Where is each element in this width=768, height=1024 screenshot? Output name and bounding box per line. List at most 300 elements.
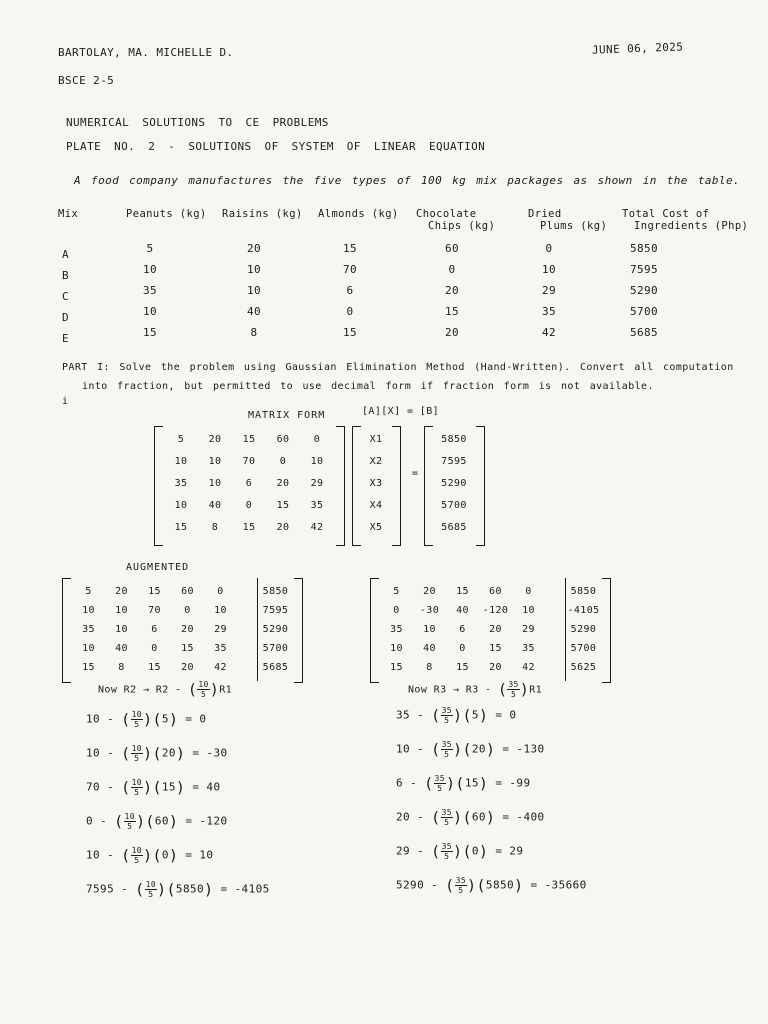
calc-right-fraction-den: 5 xyxy=(458,886,464,895)
row-op-2: Now R3 → R3 - ( $\frac{35}{5}$ )R1 xyxy=(408,680,543,699)
calc-left-paren-open: ( xyxy=(114,812,124,831)
calc-right-line xyxy=(396,842,523,861)
student-name: BARTOLAY, MA. MICHELLE D. xyxy=(58,46,234,59)
calc-left-fraction xyxy=(131,710,143,729)
calc-left-paren-close: ) xyxy=(143,846,153,865)
calc-left-paren-close: ) xyxy=(143,744,153,763)
calc-right-paren-close: ) xyxy=(485,808,496,827)
row-op-2-suffix: R1 xyxy=(529,684,543,696)
table-cell: 15 xyxy=(444,305,460,318)
aug2-left-bracket xyxy=(370,578,379,683)
matrix-b-cell: 5850 xyxy=(441,434,467,445)
aug1-cell: 5290 xyxy=(262,624,289,635)
table-cell: 0 xyxy=(545,242,553,255)
calc-right-fraction-den: 5 xyxy=(444,818,450,827)
calc-left-multiplier: 15 xyxy=(161,780,176,794)
row-op-2-den: 5 xyxy=(510,690,517,699)
table-cell: 5700 xyxy=(629,305,659,318)
matrix-a-cell: 10 xyxy=(208,478,222,489)
table-header-5-line-0: Dried xyxy=(528,208,562,220)
calc-right-fraction-num: 35 xyxy=(441,740,452,749)
aug1-cell: 10 xyxy=(115,605,128,616)
calc-left-fraction-num: 10 xyxy=(124,812,135,821)
matrix-form-label: MATRIX FORM xyxy=(248,410,326,421)
calc-left-paren-open: ( xyxy=(166,880,176,899)
row-op-1: Now R2 → R2 - ( $\frac{10}{5}$ )R1 xyxy=(98,680,233,699)
calc-left-fraction xyxy=(145,880,157,899)
table-cell: 10 xyxy=(142,263,158,276)
calc-left-multiplier: 60 xyxy=(154,814,169,828)
aug1-cell: 15 xyxy=(148,662,161,673)
calc-right-minuend: 29 - xyxy=(396,844,432,858)
row-op-1-num: 10 xyxy=(198,680,209,689)
table-header-1-line-0: Peanuts (kg) xyxy=(126,208,207,220)
matrix-equals-sign: = xyxy=(412,468,419,479)
calc-left-paren-close: ) xyxy=(135,812,146,831)
calc-right-paren-open: ( xyxy=(462,808,472,827)
calc-right-paren-close: ) xyxy=(478,842,489,861)
table-cell: 35 xyxy=(541,305,557,318)
matrix-a-cell: 10 xyxy=(174,500,188,511)
matrix-x-left-bracket xyxy=(352,426,361,546)
calc-left-paren-close: ) xyxy=(168,812,179,831)
calc-left-multiplier: 5 xyxy=(161,712,169,726)
calc-right-fraction xyxy=(441,808,453,827)
calc-left-minuend: 70 - xyxy=(86,780,122,794)
calc-left-paren-open: ( xyxy=(152,710,162,729)
table-cell: 10 xyxy=(541,263,557,276)
calc-right-paren-open: ( xyxy=(462,842,472,861)
matrix-b-cell: 5685 xyxy=(441,522,467,533)
calc-left-line xyxy=(86,880,270,899)
aug1-cell: 5685 xyxy=(262,662,289,673)
aug1-cell: 0 xyxy=(217,586,224,597)
calc-right-fraction-num: 35 xyxy=(441,808,452,817)
aug1-cell: 15 xyxy=(82,662,95,673)
calc-right-fraction-den: 5 xyxy=(444,716,450,725)
table-header-4-line-1: Chips (kg) xyxy=(428,220,496,232)
calc-left-fraction-num: 10 xyxy=(131,778,142,787)
calc-left-result: = -30 xyxy=(185,746,228,760)
table-cell: A xyxy=(62,248,70,261)
matrix-x-cell: X5 xyxy=(369,522,383,533)
calc-right-fraction-num: 35 xyxy=(455,876,467,885)
calc-left-paren-open: ( xyxy=(152,778,162,797)
calc-left-fraction-den: 5 xyxy=(134,856,140,865)
aug2-cell: 8 xyxy=(426,662,433,673)
matrix-a-cell: 0 xyxy=(245,500,253,511)
calc-left-line xyxy=(86,744,228,763)
aug2-cell: 40 xyxy=(456,605,469,616)
calc-right-fraction xyxy=(441,842,453,861)
calc-left-paren-close: ) xyxy=(168,846,179,865)
matrix-a-cell: 15 xyxy=(174,522,188,533)
calc-right-paren-open: ( xyxy=(431,808,441,827)
calc-right-minuend: 6 - xyxy=(396,776,425,790)
calc-right-line xyxy=(396,876,587,895)
table-header-5-line-1: Plums (kg) xyxy=(540,220,608,232)
calc-left-paren-open: ( xyxy=(135,880,145,899)
calc-right-paren-close: ) xyxy=(467,876,477,895)
date: JUNE 06, 2025 xyxy=(591,40,684,57)
table-cell: 20 xyxy=(444,284,460,297)
aug2-cell: 20 xyxy=(423,586,436,597)
aug2-right-bracket xyxy=(602,578,611,683)
calc-left-fraction xyxy=(131,744,143,763)
matrix-a-cell: 40 xyxy=(208,500,222,511)
aug1-cell: 20 xyxy=(115,586,128,597)
calc-left-paren-close: ) xyxy=(143,710,153,729)
calc-right-multiplier: 0 xyxy=(471,844,479,858)
aug1-cell: 0 xyxy=(151,643,158,654)
aug1-cell: 10 xyxy=(115,624,128,635)
aug1-right-bracket xyxy=(294,578,303,683)
calc-left-fraction-den: 5 xyxy=(127,822,133,831)
aug1-cell: 42 xyxy=(214,662,227,673)
calc-right-paren-open: ( xyxy=(462,740,472,759)
aug1-cell: 70 xyxy=(148,605,161,616)
table-cell: 5685 xyxy=(629,326,659,339)
aug1-cell: 20 xyxy=(181,624,194,635)
calc-right-fraction-den: 5 xyxy=(444,750,450,759)
table-cell: E xyxy=(62,332,70,345)
matrix-a-cell: 70 xyxy=(242,456,256,467)
table-cell: 5290 xyxy=(629,284,659,297)
row-op-2-num: 35 xyxy=(508,680,519,689)
table-header-2-line-0: Raisins (kg) xyxy=(222,208,303,220)
aug2-cell: 20 xyxy=(489,662,502,673)
matrix-a-cell: 10 xyxy=(310,456,324,467)
table-cell: 7595 xyxy=(629,263,659,276)
calc-right-line xyxy=(396,740,545,759)
table-cell: C xyxy=(62,290,70,303)
calc-right-result: = 29 xyxy=(488,844,524,858)
calc-left-minuend: 10 - xyxy=(86,712,122,726)
matrix-a-cell: 35 xyxy=(310,500,324,511)
calc-right-minuend: 35 - xyxy=(396,708,432,722)
calc-right-fraction xyxy=(441,706,453,725)
aug1-cell: 60 xyxy=(181,586,194,597)
aug1-cell: 10 xyxy=(214,605,227,616)
calc-left-result: = -4105 xyxy=(213,882,270,896)
aug2-cell: 40 xyxy=(423,643,436,654)
aug1-cell: 35 xyxy=(214,643,227,654)
table-header-6-line-1: Ingredients (Php) xyxy=(634,220,749,232)
aug1-cell: 15 xyxy=(148,586,161,597)
calc-left-result: = 10 xyxy=(178,848,214,862)
matrix-x-cell: X3 xyxy=(369,478,383,489)
calc-right-paren-close: ) xyxy=(485,740,496,759)
aug2-cell: 29 xyxy=(522,624,535,635)
student-section: BSCE 2-5 xyxy=(58,74,115,87)
calc-right-multiplier: 60 xyxy=(471,810,486,824)
course-title: NUMERICAL SOLUTIONS TO CE PROBLEMS xyxy=(66,116,329,129)
calc-left-paren-close: ) xyxy=(143,778,153,797)
aug2-cell: 6 xyxy=(459,624,466,635)
plate-title: PLATE NO. 2 - SOLUTIONS OF SYSTEM OF LINEAR EQUATION xyxy=(66,140,486,153)
matrix-equation: [A][X] = [B] xyxy=(362,406,440,417)
table-cell: 40 xyxy=(246,305,262,318)
calc-left-result: = -120 xyxy=(178,814,228,828)
aug1-divider xyxy=(257,578,258,681)
problem-statement: A food company manufactures the five types of 100 kg mix packages as shown in the table. xyxy=(74,174,740,187)
calc-left-fraction xyxy=(124,812,136,831)
aug2-cell: 0 xyxy=(525,586,532,597)
aug2-cell: 5700 xyxy=(570,643,597,654)
row-op-2-prefix: Now R3 → R3 - xyxy=(408,684,498,696)
calc-left-minuend: 10 - xyxy=(86,746,122,760)
calc-right-fraction-num: 35 xyxy=(441,706,452,715)
matrix-a-cell: 20 xyxy=(276,522,290,533)
calc-left-fraction xyxy=(131,846,143,865)
calc-right-paren-open: ( xyxy=(455,774,465,793)
matrix-a-cell: 60 xyxy=(276,434,290,445)
matrix-a-cell: 15 xyxy=(276,500,290,511)
matrix-a-cell: 10 xyxy=(208,456,222,467)
aug2-cell: 60 xyxy=(489,586,502,597)
matrix-a-cell: 0 xyxy=(313,434,321,445)
table-cell: 42 xyxy=(541,326,557,339)
calc-right-fraction-num: 35 xyxy=(434,774,445,783)
calc-right-multiplier: 5850 xyxy=(485,878,515,892)
aug2-cell: 5625 xyxy=(570,662,597,673)
aug2-cell: 15 xyxy=(456,662,469,673)
table-header-0-line-0: Mix xyxy=(58,208,79,220)
aug2-cell: 15 xyxy=(489,643,502,654)
matrix-b-cell: 5290 xyxy=(441,478,467,489)
table-cell: 8 xyxy=(250,326,258,339)
aug1-cell: 40 xyxy=(115,643,128,654)
calc-right-result: = -400 xyxy=(495,810,545,824)
calc-left-result: = 0 xyxy=(178,712,207,726)
calc-right-paren-open: ( xyxy=(445,876,455,895)
calc-right-paren-open: ( xyxy=(431,842,441,861)
aug1-cell: 20 xyxy=(181,662,194,673)
calc-left-fraction-num: 10 xyxy=(131,846,142,855)
calc-left-line xyxy=(86,812,228,831)
matrix-a-right-bracket xyxy=(336,426,345,546)
table-cell: 10 xyxy=(246,284,262,297)
calc-right-paren-open: ( xyxy=(431,740,441,759)
row-op-1-suffix: R1 xyxy=(219,684,233,696)
aug2-cell: 0 xyxy=(393,605,400,616)
calc-right-paren-close: ) xyxy=(478,774,489,793)
matrix-x-cell: X4 xyxy=(369,500,383,511)
aug2-cell: -30 xyxy=(419,605,440,616)
calc-left-paren-open: ( xyxy=(121,710,131,729)
table-cell: B xyxy=(62,269,70,282)
calc-right-line xyxy=(396,774,530,793)
calc-right-result: = 0 xyxy=(488,708,517,722)
calc-left-paren-close: ) xyxy=(175,744,186,763)
part1-marker: i xyxy=(62,396,69,407)
aug2-cell: 35 xyxy=(390,624,403,635)
aug2-cell: 10 xyxy=(423,624,436,635)
calc-right-paren-close: ) xyxy=(453,740,463,759)
aug2-cell: 5 xyxy=(393,586,400,597)
calc-right-multiplier: 20 xyxy=(471,742,486,756)
augmented-label: AUGMENTED xyxy=(126,562,190,573)
table-header-6-line-0: Total Cost of xyxy=(622,208,710,220)
calc-right-result: = -99 xyxy=(488,776,531,790)
calc-right-minuend: 20 - xyxy=(396,810,432,824)
calc-right-multiplier: 5 xyxy=(471,708,479,722)
calc-right-paren-close: ) xyxy=(453,706,463,725)
aug1-cell: 10 xyxy=(82,605,95,616)
table-cell: 15 xyxy=(142,326,158,339)
part1-instruction-line1: PART I: Solve the problem using Gaussian Elimination Method (Hand-Written). Convert all computation xyxy=(62,362,734,373)
aug1-cell: 5700 xyxy=(262,643,289,654)
calc-right-paren-close: ) xyxy=(445,774,456,793)
calc-left-line xyxy=(86,846,213,865)
matrix-a-cell: 20 xyxy=(276,478,290,489)
matrix-a-cell: 35 xyxy=(174,478,188,489)
matrix-x-cell: X1 xyxy=(369,434,383,445)
calc-right-paren-open: ( xyxy=(431,706,441,725)
table-cell: 10 xyxy=(246,263,262,276)
calc-right-paren-close: ) xyxy=(478,706,489,725)
calc-right-result: = -130 xyxy=(495,742,545,756)
calc-left-multiplier: 20 xyxy=(161,746,176,760)
matrix-a-cell: 20 xyxy=(208,434,222,445)
calc-right-fraction xyxy=(455,876,467,895)
calc-left-paren-open: ( xyxy=(152,846,162,865)
calc-right-minuend: 5290 - xyxy=(396,878,446,892)
calc-left-multiplier: 0 xyxy=(161,848,169,862)
table-cell: 20 xyxy=(444,326,460,339)
aug2-cell: 10 xyxy=(390,643,403,654)
calc-left-result: = 40 xyxy=(185,780,221,794)
calc-right-line xyxy=(396,808,545,827)
aug2-cell: 20 xyxy=(489,624,502,635)
aug2-cell: 15 xyxy=(390,662,403,673)
matrix-a-cell: 5 xyxy=(177,434,185,445)
calc-left-fraction-den: 5 xyxy=(134,788,140,797)
calc-left-line xyxy=(86,778,220,797)
calc-left-minuend: 10 - xyxy=(86,848,122,862)
matrix-b-cell: 7595 xyxy=(441,456,467,467)
table-cell: 0 xyxy=(346,305,354,318)
calc-left-fraction-num: 10 xyxy=(131,744,142,753)
aug2-cell: -4105 xyxy=(567,605,600,616)
table-cell: 5850 xyxy=(629,242,659,255)
calc-left-paren-open: ( xyxy=(121,846,131,865)
calc-left-fraction-den: 5 xyxy=(148,890,154,899)
matrix-a-cell: 0 xyxy=(279,456,287,467)
aug2-cell: 10 xyxy=(522,605,535,616)
matrix-b-cell: 5700 xyxy=(441,500,467,511)
table-header-4-line-0: Chocolate xyxy=(416,208,477,220)
table-cell: 10 xyxy=(142,305,158,318)
calc-right-fraction xyxy=(434,774,446,793)
matrix-x-right-bracket xyxy=(392,426,401,546)
aug2-cell: 42 xyxy=(522,662,535,673)
calc-left-paren-close: ) xyxy=(157,880,167,899)
calc-left-fraction-num: 10 xyxy=(145,880,157,889)
matrix-x-cell: X2 xyxy=(369,456,383,467)
aug1-cell: 5 xyxy=(85,586,92,597)
calc-right-result: = -35660 xyxy=(523,878,587,892)
aug2-cell: 15 xyxy=(456,586,469,597)
table-header-3-line-0: Almonds (kg) xyxy=(318,208,399,220)
aug1-cell: 6 xyxy=(151,624,158,635)
aug1-cell: 35 xyxy=(82,624,95,635)
table-cell: 15 xyxy=(342,242,358,255)
calc-left-paren-close: ) xyxy=(204,880,214,899)
row-op-1-prefix: Now R2 → R2 - xyxy=(98,684,188,696)
calc-right-fraction-den: 5 xyxy=(437,784,443,793)
calc-right-minuend: 10 - xyxy=(396,742,432,756)
calc-left-multiplier: 5850 xyxy=(175,882,205,896)
table-cell: 0 xyxy=(448,263,456,276)
part1-instruction-line2: into fraction, but permitted to use decimal form if fraction form is not available. xyxy=(82,381,654,392)
calc-right-paren-open: ( xyxy=(424,774,434,793)
table-cell: 29 xyxy=(541,284,557,297)
calc-left-paren-open: ( xyxy=(145,812,155,831)
calc-left-paren-close: ) xyxy=(175,778,186,797)
calc-left-fraction-den: 5 xyxy=(134,720,140,729)
calc-left-minuend: 7595 - xyxy=(86,882,136,896)
table-cell: 5 xyxy=(146,242,154,255)
aug2-cell: 5290 xyxy=(570,624,597,635)
matrix-a-cell: 10 xyxy=(174,456,188,467)
aug2-cell: 35 xyxy=(522,643,535,654)
matrix-a-cell: 15 xyxy=(242,522,256,533)
calc-right-paren-open: ( xyxy=(476,876,486,895)
table-cell: 35 xyxy=(142,284,158,297)
calc-right-paren-close: ) xyxy=(514,876,524,895)
aug1-left-bracket xyxy=(62,578,71,683)
table-cell: 6 xyxy=(346,284,354,297)
aug1-cell: 29 xyxy=(214,624,227,635)
matrix-a-cell: 15 xyxy=(242,434,256,445)
calc-left-fraction-num: 10 xyxy=(131,710,142,719)
aug2-cell: -120 xyxy=(482,605,509,616)
table-cell: 60 xyxy=(444,242,460,255)
calc-left-paren-close: ) xyxy=(168,710,179,729)
calc-left-paren-open: ( xyxy=(121,778,131,797)
calc-right-paren-open: ( xyxy=(462,706,472,725)
calc-left-fraction-den: 5 xyxy=(134,754,140,763)
matrix-b-right-bracket xyxy=(476,426,485,546)
matrix-a-cell: 42 xyxy=(310,522,324,533)
aug1-cell: 15 xyxy=(181,643,194,654)
table-cell: 70 xyxy=(342,263,358,276)
aug1-cell: 0 xyxy=(184,605,191,616)
aug1-cell: 7595 xyxy=(262,605,289,616)
calc-left-paren-open: ( xyxy=(121,744,131,763)
calc-right-fraction-num: 35 xyxy=(441,842,452,851)
matrix-b-left-bracket xyxy=(424,426,433,546)
calc-right-multiplier: 15 xyxy=(464,776,479,790)
calc-left-line xyxy=(86,710,206,729)
calc-right-paren-close: ) xyxy=(453,808,463,827)
calc-right-paren-close: ) xyxy=(453,842,463,861)
aug2-cell: 0 xyxy=(459,643,466,654)
calc-left-paren-open: ( xyxy=(152,744,162,763)
aug1-cell: 10 xyxy=(82,643,95,654)
matrix-a-cell: 29 xyxy=(310,478,324,489)
table-cell: D xyxy=(62,311,70,324)
calc-left-fraction xyxy=(131,778,143,797)
row-op-1-den: 5 xyxy=(200,690,207,699)
aug2-cell: 5850 xyxy=(570,586,597,597)
calc-left-minuend: 0 - xyxy=(86,814,115,828)
aug2-divider xyxy=(565,578,566,681)
calc-right-fraction-den: 5 xyxy=(444,852,450,861)
table-cell: 15 xyxy=(342,326,358,339)
matrix-a-left-bracket xyxy=(154,426,163,546)
